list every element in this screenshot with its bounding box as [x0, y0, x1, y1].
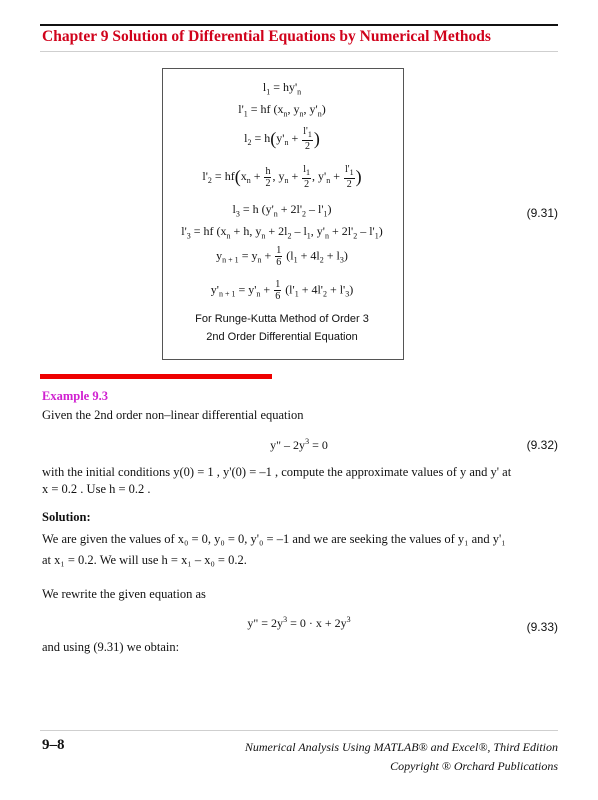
given-values-line1: We are given the values of x₀ = 0, y₀ = 0, y'₀ = –1 and we are seeking the values of y₁ and y'₁: [42, 532, 506, 546]
footer-copyright: Copyright ® Orchard Publications: [390, 759, 558, 773]
box-caption-line2: 2nd Order Differential Equation: [206, 331, 358, 343]
conditions-line2: x = 0.2 . Use h = 0.2 .: [42, 482, 151, 496]
equation-number-9-31: (9.31): [526, 206, 558, 220]
equation-l1: $l_1 = hy'_n$: [262, 80, 302, 97]
equation-l3-prime: $l'_3$ = hf ($x_n + h$, $y_n + 2l_2 - l_1$, $y'_n + 2l'_2 - l'_1$): [181, 224, 383, 241]
equation-9-33: y" = $2y^3 = 0 \cdot x + 2y^3$: [247, 615, 351, 630]
equation-y-prime-next: $y'_{n + 1} = y'_n$ + $\frac{1}{6}$ $(l'_1 + 4l'_2 + l'_3)$: [210, 279, 354, 302]
page-number: 9–8: [42, 737, 65, 753]
example-red-bar: [40, 374, 272, 379]
box-caption-line1: For Runge-Kutta Method of Order 3: [195, 313, 369, 325]
given-values-line2: at x₁ = 0.2. We will use h = x₁ – x₀ = 0.2.: [42, 553, 247, 567]
equation-number-9-32: (9.32): [526, 438, 558, 452]
equation-y-next: $y_{n + 1} = y_n$ + $\frac{1}{6}$ $(l_1 + 4l_2 + l_3)$: [216, 245, 348, 268]
conditions-line1: with the initial conditions y(0) = 1 , y'(0) = –1 , compute the approximate values of y and y' at: [42, 465, 512, 479]
equation-l1-prime: $l'_1$ = hf ($x_n$, $y_n$, $y'_n$): [238, 102, 326, 119]
using-text: and using (9.31) we obtain:: [42, 640, 180, 654]
example-intro: Given the 2nd order non–linear differential equation: [42, 408, 304, 422]
equation-l3: $l_3 = h$ $(y'_n + 2l'_2 - l'_1)$: [232, 202, 332, 219]
equation-9-32: y" – $2y^3 = 0$: [270, 437, 328, 452]
header-bottom-rule: [40, 51, 558, 52]
footer-rule: [40, 730, 558, 731]
example-heading: Example 9.3: [42, 389, 108, 403]
equation-l2-prime: $l'_2 = hf(x_n$ + $\frac{h}{2}$ , $y_n$ + $\frac{l_1}{2}$ , $y'_n$ + $\frac{l'_1}{2}$ ): [202, 164, 362, 190]
equation-l2: $l_2 = h(y'_n$ + $\frac{l'_1}{2}$ ): [244, 126, 320, 152]
footer-book-title: Numerical Analysis Using MATLAB® and Excel®, Third Edition: [244, 740, 558, 754]
solution-label: Solution:: [42, 510, 91, 524]
equation-number-9-33: (9.33): [526, 620, 558, 634]
header-top-rule: [40, 24, 558, 26]
chapter-title: Chapter 9 Solution of Differential Equations by Numerical Methods: [42, 28, 491, 45]
rewrite-text: We rewrite the given equation as: [42, 587, 206, 601]
